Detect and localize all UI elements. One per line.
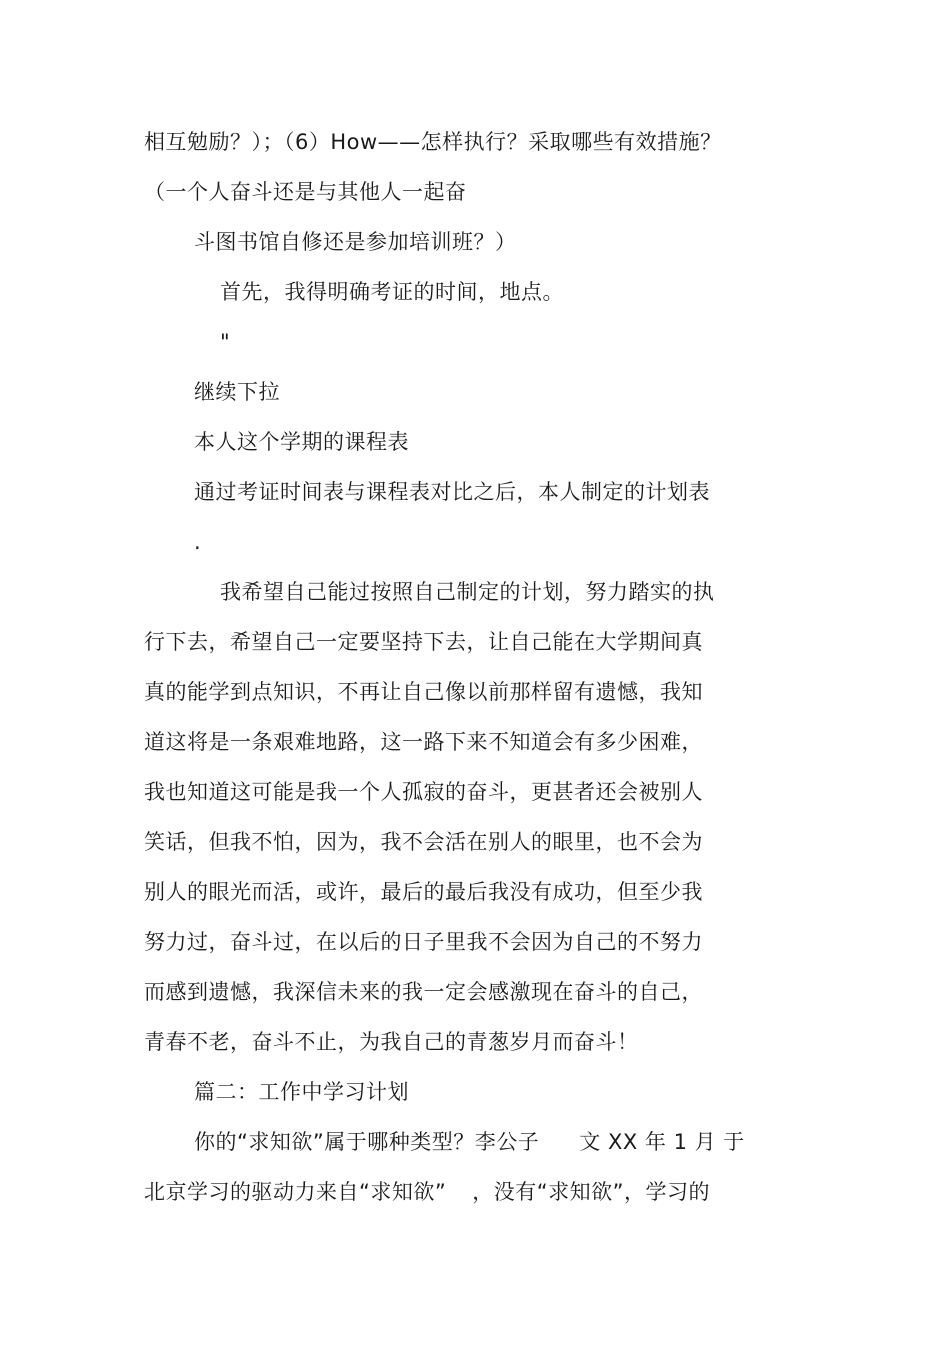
text-segment: ，没有“求知欲”，学习的 [472,1180,711,1204]
text-line: 别人的眼光而活，或许，最后的最后我没有成功，但至少我 [144,880,703,904]
text-line: 真的能学到点知识，不再让自己像以前那样留有遗憾，我知 [144,680,703,704]
text-line [194,1128,745,1156]
text-line: （一个人奋斗还是与其他人一起奋 [144,180,467,204]
text-line: 我希望自己能过按照自己制定的计划，努力踏实的执 [220,580,715,604]
text-line: 行下去，希望自己一定要坚持下去，让自己能在大学期间真 [144,630,703,654]
text-line: " [220,330,231,354]
text-line: . [194,530,202,554]
text-line: 笑话，但我不怕，因为，我不会活在别人的眼里，也不会为 [144,830,703,854]
text-line [144,1178,710,1206]
text-segment: 文 XX 年 1 月 于 [579,1130,745,1154]
text-line: 首先，我得明确考证的时间，地点。 [220,280,564,304]
text-segment: 你的“求知欲”属于哪种类型？李公子 [194,1130,540,1154]
text-line: 青春不老，奋斗不止，为我自己的青葱岁月而奋斗！ [144,1030,639,1054]
text-line: 相互勉励？）；（6）How——怎样执行？采取哪些有效措施？ [144,130,722,154]
section-heading: 篇二：工作中学习计划 [194,1080,409,1104]
text-line: 继续下拉 [194,380,280,404]
text-line: 通过考证时间表与课程表对比之后，本人制定的计划表 [194,480,710,504]
text-line: 而感到遗憾，我深信未来的我一定会感激现在奋斗的自己， [144,980,703,1004]
text-line: 本人这个学期的课程表 [194,430,409,454]
text-line: 斗图书馆自修还是参加培训班？） [194,230,517,254]
text-line: 我也知道这可能是我一个人孤寂的奋斗，更甚者还会被别人 [144,780,703,804]
text-line: 努力过，奋斗过，在以后的日子里我不会因为自己的不努力 [144,930,703,954]
text-segment: 北京学习的驱动力来自“求知欲” [144,1180,447,1204]
text-line: 道这将是一条艰难地路，这一路下来不知道会有多少困难， [144,730,703,754]
